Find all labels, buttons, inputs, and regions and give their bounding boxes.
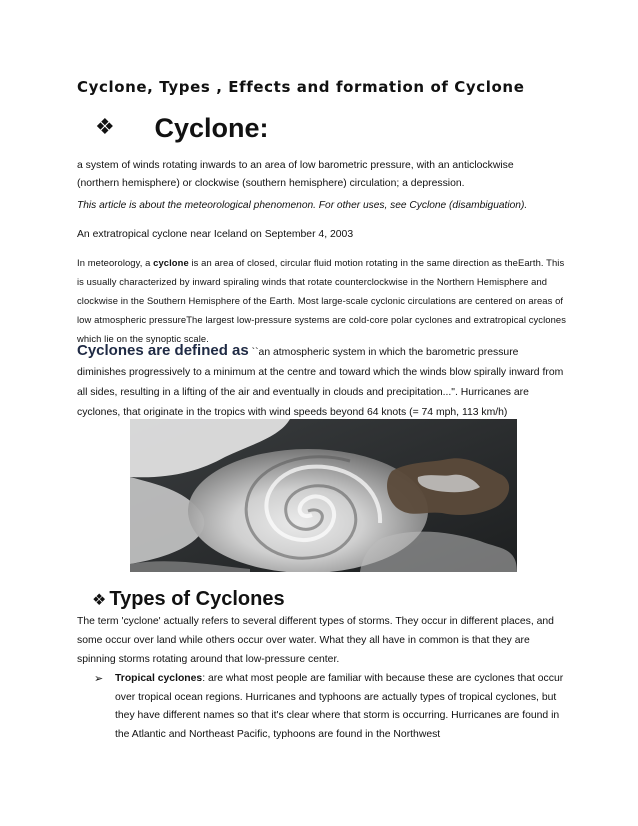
types-heading-text: Types of Cyclones	[109, 588, 285, 610]
types-intro-paragraph: The term 'cyclone' actually refers to several different types of storms. They occur in different places, and some occur over land while others occur over water. What they all have in common is that they are spinning storms rotating around that low-pressure center.	[77, 616, 554, 665]
meteorology-prefix: In meteorology, a	[77, 257, 154, 268]
extratropical-caption: An extratropical cyclone near Iceland on September 4, 2003	[77, 229, 354, 240]
cyclone-heading	[95, 113, 269, 144]
cyclone-satellite-image	[130, 419, 517, 572]
cyclone-heading-text: Cyclone:	[154, 113, 269, 143]
defined-as-text: ``an atmospheric system in which the barometric pressure diminishes progressively to a minimum at the centre and toward which the winds blow spirally inward from all sides, resulting in a lifting of the air and eventually in clouds and precipitation...". Hurricanes are cyclones, that originate in the tropics with wind speeds beyond 64 knots (= 74 mph, 113 km/h)	[77, 347, 564, 418]
diamond-bullet-icon: ❖	[95, 114, 115, 139]
arrow-bullet-icon: ➢	[94, 673, 104, 685]
list-item-tropical-cyclones	[94, 670, 574, 744]
document-title: Cyclone, Types , Effects and formation of Cyclone	[77, 78, 525, 96]
cyclone-bold-term: cyclone	[153, 257, 189, 268]
defined-as-paragraph	[77, 341, 567, 423]
definition-paragraph: a system of winds rotating inwards to an area of low barometric pressure, with an anticlockwise (northern hemisphere) or clockwise (southern hemisphere) circulation; a depression.	[77, 160, 514, 189]
meteorology-paragraph	[77, 253, 567, 348]
tropical-cyclones-term: Tropical cyclones	[115, 673, 203, 684]
tropical-cyclones-description: : are what most people are familiar with because these are cyclones that occur over tropical ocean regions. Hurricanes and typhoons are actually types of tropical cyclones, but they have different names so that it's clear where that storm is occurring. Hurricanes are found in the Atlantic and Northeast Pacific, typhoons are found in the Northwest	[115, 673, 564, 740]
types-heading	[92, 588, 285, 611]
cyclone-satellite-graphic	[130, 419, 517, 572]
disambiguation-note: This article is about the meteorological phenomenon. For other uses, see Cyclone (disambiguation).	[77, 200, 528, 211]
tropical-cyclones-text	[115, 670, 574, 744]
defined-as-heading: Cyclones are defined as	[77, 342, 249, 359]
meteorology-rest: is an area of closed, circular fluid motion rotating in the same direction as theEarth. This is usually characterized by inward spiraling winds that rotate counterclockwise in the Northern Hemisphere and clockwise in the Southern Hemisphere of the Earth. Most large-scale cyclonic circulations are centered on areas of low atmospheric pressureThe largest low-pressure systems are cold-core polar cyclones and extratropical cyclones which lie on the synoptic scale.	[77, 257, 567, 344]
diamond-bullet-icon: ❖	[92, 592, 107, 609]
